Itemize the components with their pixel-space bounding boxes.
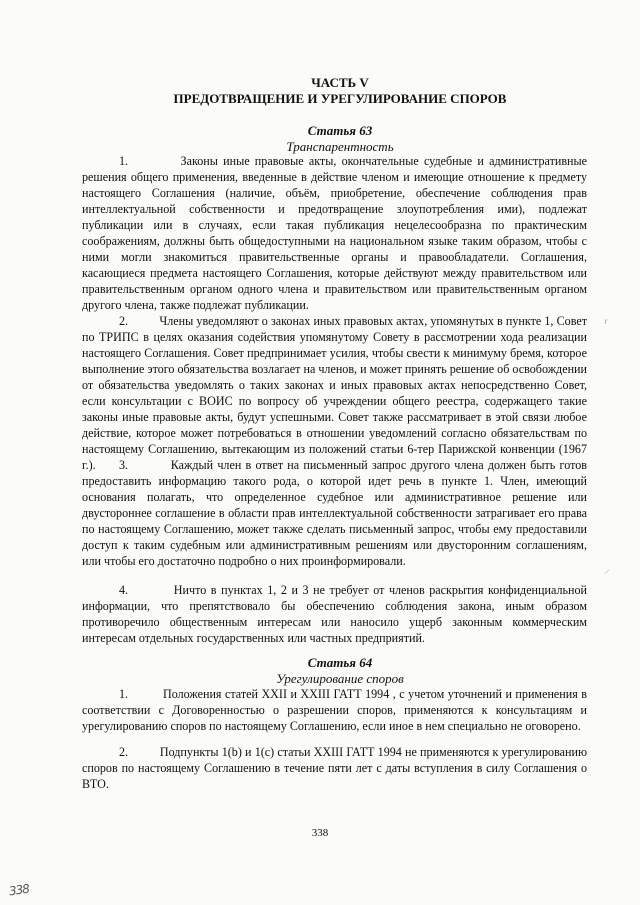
part-heading: ЧАСТЬ V bbox=[311, 75, 369, 90]
page-number: 338 bbox=[311, 827, 329, 839]
article-63-paragraph-2: 2. Члены уведомляют о законах иных правовых актах, упомянутых в пункте 1, Совет по ТРИПС в целях оказания содействия упомянутому Совету в рассмотрении хода реализации настоящего Соглашения. Совет предпринимает усилия, чтобы свести к минимуму бремя, которое выполнение этого обязательства возлагает на членов, и может принять решение об освобождении от обязательства уведомлять о таких законах и иных правовых актах непосредственно Совет, если консультации с ВОИС по вопросу об учреждении общего реестра, содержащего такие законы иные правовые акты, будут успешными. Совет также рассматривает в этой связи любое действие, которое может потребоваться в отношении уведомлений согласно обязательствам по настоящему Соглашению, вытекающим из положений статьи 6-тер Парижской конвенции (1967 г.). bbox=[82, 314, 587, 472]
article-63-paragraph-4: 4. Ничто в пунктах 1, 2 и 3 не требует от членов раскрытия конфиденциальной информации, что препятствовало бы обеспечению соблюдения закона, иным образом противоречило общественным интересам или наносило ущерб законным коммерческим интересам отдельных государственных или частных предприятий. bbox=[82, 583, 587, 645]
article-63-number: Статья 63 bbox=[307, 123, 373, 138]
article-64-paragraph-2: 2. Подпункты 1(b) и 1(c) статьи XXIII ГАТТ 1994 не применяются к урегулированию споров по настоящему Соглашению в течение пяти лет с даты вступления в силу Соглашения о ВТО. bbox=[82, 745, 587, 791]
article-64-paragraph-1: 1. Положения статей XXII и XXIII ГАТТ 1994 , с учетом уточнений и применения в соответствии с Договоренностью о разрешении споров, применяются к консультациям и урегулированию споров по настоящему Соглашению, если иное в нем специально не оговорено. bbox=[82, 687, 587, 733]
article-63-title: Транспарентность bbox=[286, 139, 394, 154]
article-64-number: Статья 64 bbox=[307, 655, 373, 670]
part-title: ПРЕДОТВРАЩЕНИЕ И УРЕГУЛИРОВАНИЕ СПОРОВ bbox=[173, 91, 507, 106]
article-63-paragraph-1: 1. Законы иные правовые акты, окончательные судебные и административные решения общего применения, введенные в действие членом и имеющие отношение к предмету настоящего Соглашения (наличие, объём, приобретение, обеспечение соблюдения прав интеллектуальной собственности и предотвращение злоупотребления ими), подлежат публикации или в случаях, если такая публикация нецелесообразна по практическим соображениям, должны быть общедоступными на национальном языке таким образом, чтобы с ними могли знакомиться правительственные органы и правообладатели. Соглашения, касающиеся предмета настоящего Соглашения, которые действуют между правительством или правительственным органом одного члена и правительством или правительственным органом другого члена, также подлежат публикации. bbox=[82, 154, 587, 312]
margin-bracket-mark: ⸢ bbox=[604, 318, 609, 332]
handwritten-page-number: 338 bbox=[8, 881, 30, 899]
margin-pencil-mark: ⸝ bbox=[604, 562, 611, 576]
article-64-title: Урегулирование споров bbox=[276, 671, 404, 686]
article-63-paragraph-3: 3. Каждый член в ответ на письменный запрос другого члена должен быть готов предоставить информацию такого рода, о которой идет речь в пункте 1. Член, имеющий основания полагать, что определенное судебное или административное решение или двустороннее соглашение в области прав интеллектуальной собственности затрагивает его права по настоящему Соглашению, может также сделать письменный запрос, чтобы ему предоставили доступ к таким судебным или административным решениям или двусторонним соглашениям, или чтобы его достаточно подробно о них проинформировали. bbox=[82, 458, 587, 568]
